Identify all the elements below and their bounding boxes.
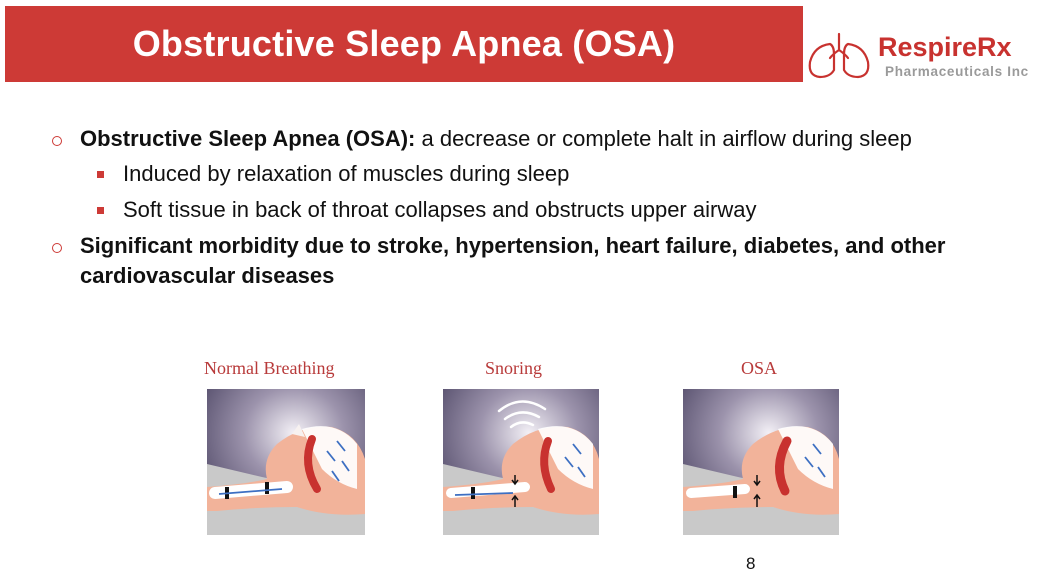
square-bullet-icon (97, 171, 104, 178)
caption-osa: OSA (741, 358, 778, 378)
logo-brand-name: RespireRx (878, 32, 1012, 62)
sub-bullet-item (52, 192, 1012, 228)
logo-subtitle: Pharmaceuticals Inc (885, 64, 1029, 79)
title-bar (5, 6, 803, 82)
bullet-osa-definition (52, 124, 1012, 154)
square-bullet-icon (97, 207, 104, 214)
bullet-ring-icon (52, 243, 62, 253)
caption-snoring: Snoring (485, 358, 543, 378)
slide-title: Obstructive Sleep Apnea (OSA) (132, 23, 676, 64)
bullet-ring-icon (52, 136, 62, 146)
normal-breathing-illustration (207, 389, 365, 535)
osa-illustration (683, 389, 839, 535)
bullet-morbidity (52, 231, 1012, 291)
caption-normal-breathing: Normal Breathing (204, 358, 335, 378)
page-number: 8 (746, 554, 756, 573)
sub-bullet-text: Soft tissue in back of throat collapses and obstructs upper airway (123, 197, 757, 222)
bullet-text: a decrease or complete halt in airflow during sleep (415, 126, 912, 151)
lungs-icon (806, 32, 872, 80)
sub-bullet-item (52, 156, 1012, 192)
bullet-term: Obstructive Sleep Apnea (OSA): (80, 126, 416, 151)
sub-bullet-text: Induced by relaxation of muscles during sleep (123, 161, 570, 186)
sub-bullet-list (52, 156, 1012, 228)
snoring-illustration (443, 389, 599, 535)
slide-content (52, 124, 1012, 291)
company-logo (806, 30, 1038, 82)
bullet-text: Significant morbidity due to stroke, hypertension, heart failure, diabetes, and other cardiovascular diseases (80, 233, 946, 288)
